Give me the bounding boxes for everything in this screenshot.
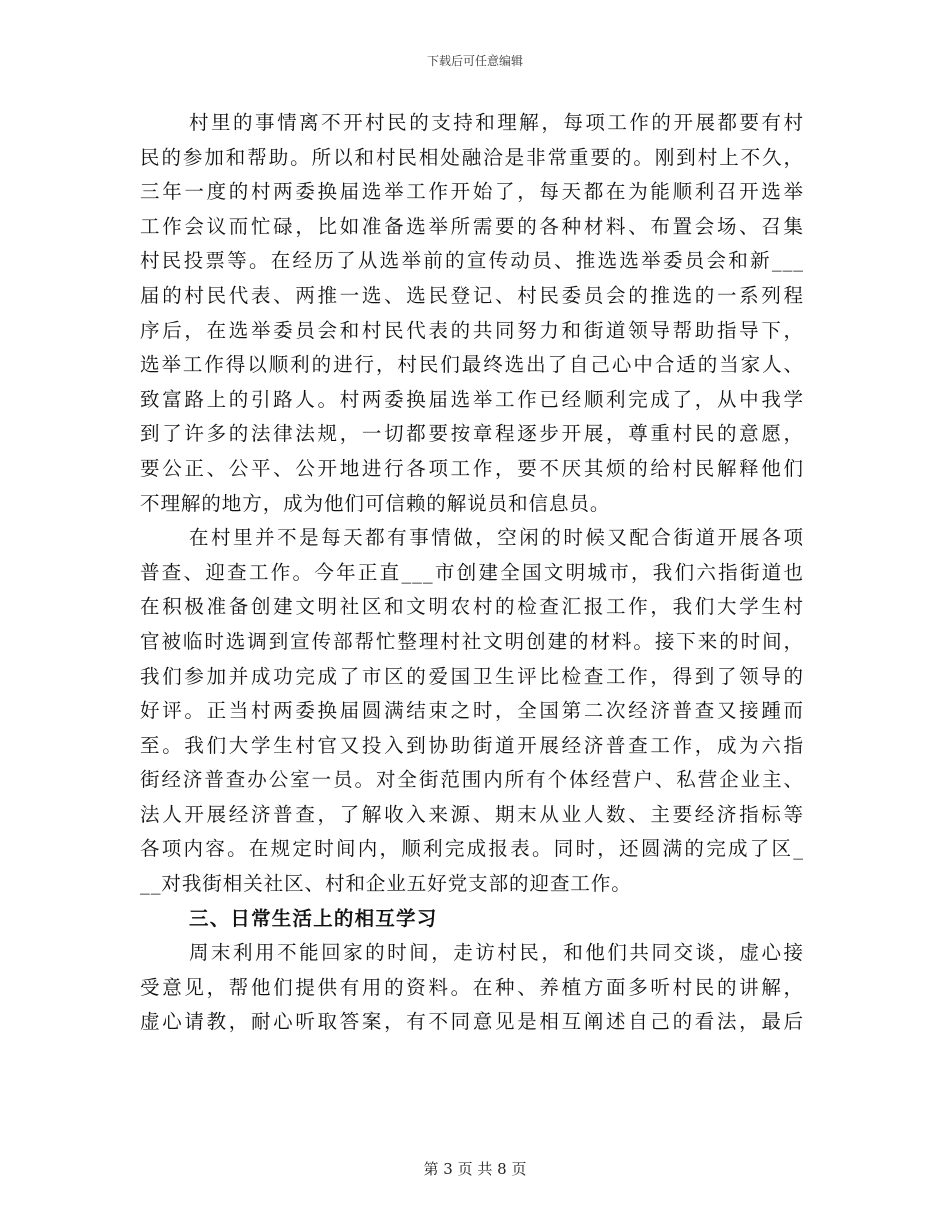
paragraph-line: 在积极准备创建文明社区和文明农村的检查汇报工作，我们大学生村 (140, 595, 804, 619)
paragraph-line: 街经济普查办公室一员。对全街范围内所有个体经营户、私营企业主、 (140, 768, 804, 792)
paragraph-line: 不理解的地方，成为他们可信赖的解说员和信息员。 (140, 491, 611, 515)
paragraph-line: 三年一度的村两委换届选举工作开始了，每天都在为能顺利召开选举 (140, 180, 804, 204)
paragraph-line: 村民投票等。在经历了从选举前的宣传动员、推选选举委员会和新___ (140, 249, 804, 273)
paragraph-line: 序后，在选举委员会和村民代表的共同努力和街道领导帮助指导下， (140, 318, 804, 342)
paragraph-line: 届的村民代表、两推一选、选民登记、村民委员会的推选的一系列程 (140, 283, 804, 307)
page-footer: 第 3 页 共 8 页 (423, 1160, 527, 1178)
paragraph-line: 虚心请教，耐心听取答案，有不同意见是相互阐述自己的看法，最后 (140, 1010, 804, 1034)
body-text (140, 106, 804, 1040)
paragraph-line: 到了许多的法律法规，一切都要按章程逐步开展，尊重村民的意愿， (140, 422, 804, 446)
paragraph-line: 在村里并不是每天都有事情做，空闲的时候又配合街道开展各项 (189, 526, 804, 550)
paragraph-line: 受意见，帮他们提供有用的资料。在种、养植方面多听村民的讲解， (140, 975, 804, 999)
paragraph-line: 官被临时选调到宣传部帮忙整理村社文明创建的材料。接下来的时间， (140, 629, 804, 653)
paragraph-line: 周末利用不能回家的时间，走访村民，和他们共同交谈，虚心接 (189, 941, 804, 965)
paragraph-line: 各项内容。在规定时间内，顺利完成报表。同时，还圆满的完成了区_ (140, 837, 804, 861)
paragraph-line: 我们参加并成功完成了市区的爱国卫生评比检查工作，得到了领导的 (140, 664, 804, 688)
paragraph-line: 普查、迎查工作。今年正直___市创建全国文明城市，我们六指街道也 (140, 560, 804, 584)
paragraph-line: 要公正、公平、公开地进行各项工作，要不厌其烦的给村民解释他们 (140, 456, 804, 480)
paragraph-line: 法人开展经济普查，了解收入来源、期末从业人数、主要经济指标等 (140, 802, 804, 826)
paragraph-line: __对我街相关社区、村和企业五好党支部的迎查工作。 (140, 872, 632, 896)
paragraph-line: 好评。正当村两委换届圆满结束之时，全国第二次经济普查又接踵而 (140, 699, 804, 723)
paragraph-line: 至。我们大学生村官又投入到协助街道开展经济普查工作，成为六指 (140, 733, 804, 757)
paragraph-line: 选举工作得以顺利的进行，村民们最终选出了自己心中合适的当家人、 (140, 353, 804, 377)
paragraph-line: 工作会议而忙碌，比如准备选举所需要的各种材料、布置会场、召集 (140, 214, 804, 238)
page-header: 下载后可任意编辑 (426, 54, 523, 68)
paragraph-line: 民的参加和帮助。所以和村民相处融洽是非常重要的。刚到村上不久， (140, 145, 804, 169)
paragraph-line: 村里的事情离不开村民的支持和理解，每项工作的开展都要有村 (189, 111, 804, 134)
section-heading: 三、日常生活上的相互学习 (189, 906, 438, 930)
paragraph-line: 致富路上的引路人。村两委换届选举工作已经顺利完成了，从中我学 (140, 387, 804, 411)
